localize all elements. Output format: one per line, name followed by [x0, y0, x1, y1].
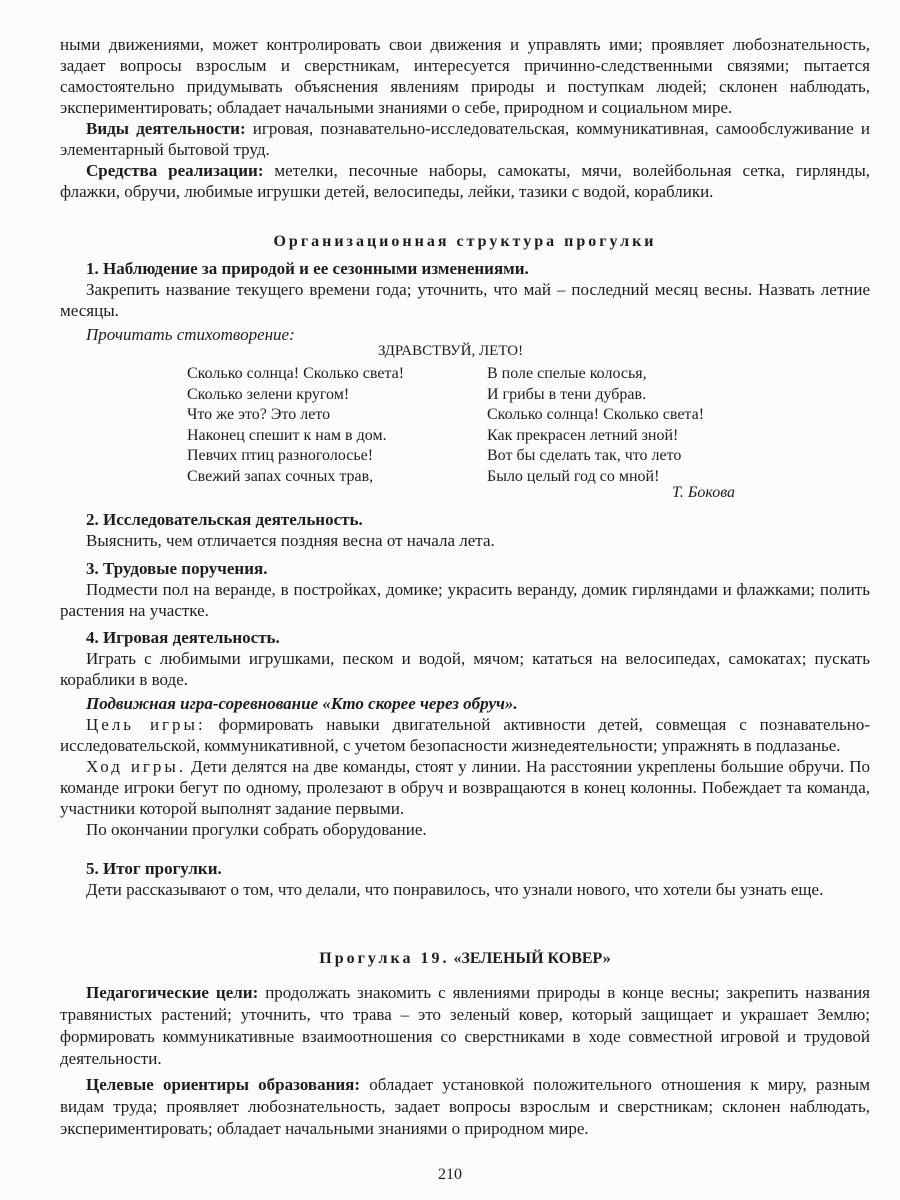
means-label: Средства реализации:	[86, 161, 264, 180]
section-5	[60, 858, 870, 900]
walk-19-body	[60, 982, 870, 1140]
section-1-text: Закрепить название текущего времени года; уточнить, что май – последний месяц весны. Назвать летние месяцы.	[60, 280, 870, 320]
section-3-title: 3. Трудовые поручения.	[86, 559, 268, 578]
game-goal-text: формировать навыки двигательной активности детей, совмещая с познавательно-исследовательской, коммуникативной, с учетом безопасности жизнедеятельности; упражнять в подлазанье.	[60, 715, 870, 755]
game-goal-label: Цель игры:	[86, 715, 206, 734]
poem-line: Сколько зелени кругом!	[187, 385, 350, 403]
target-guidelines-text: обладает установкой положительного отношения к миру, разным видам труда; проявляет любознательность, задает вопросы взрослым и сверстникам; склонен наблюдать, экспериментировать; обладает начальными знаниями о природном мире.	[60, 1075, 870, 1138]
game-course	[60, 756, 870, 819]
poem-line: В поле спелые колосья,	[487, 365, 647, 382]
poem-line: Вот бы сделать так, что лето	[487, 447, 682, 464]
poem-right-column	[487, 364, 704, 487]
means-text: метелки, песочные наборы, самокаты, мячи, волейбольная сетка, гирлянды, флажки, обручи, любимые игрушки детей, велосипеды, лейки, тазики с водой, кораблики.	[60, 161, 870, 201]
poem-line: Наконец спешит к нам в дом.	[187, 426, 387, 444]
section-2	[60, 509, 870, 551]
section-3-text: Подмести пол на веранде, в постройках, домике; украсить веранду, домик гирляндами и флажками; полить растения на участке.	[60, 580, 870, 620]
section-4-title: 4. Игровая деятельность.	[86, 628, 280, 647]
intro-block	[60, 34, 870, 202]
end-of-walk-text: По окончании прогулки собрать оборудование.	[86, 820, 427, 839]
poem-line: Как прекрасен летний зной!	[487, 426, 679, 444]
page-number: 210	[438, 1166, 462, 1183]
pedagogical-goals	[60, 982, 870, 1070]
activities-text: игровая, познавательно-исследовательская, коммуникативная, самообслуживание и элементарный бытовой труд.	[60, 119, 870, 159]
pedagogical-goals-label: Педагогические цели:	[86, 983, 259, 1002]
poem-author: Т. Бокова	[672, 484, 736, 501]
pedagogical-goals-text: продолжать знакомить с явлениями природы в конце весны; закрепить названия травянистых растений; уточнить, что трава – это зеленый ковер, который защищает и украшает Землю; формировать коммуникативные взаимоотношения со сверстниками в ходе совместной игровой и трудовой деятельности.	[60, 983, 870, 1068]
walk-19-prefix: Прогулка 19.	[319, 950, 450, 967]
poem-line: Было целый год со мной!	[487, 467, 660, 485]
target-guidelines	[60, 1074, 870, 1140]
read-poem-label: Прочитать стихотворение:	[86, 325, 295, 344]
poem-line: Сколько солнца! Сколько света!	[187, 365, 405, 382]
game-course-text: Дети делятся на две команды, стоят у линии. На расстоянии укреплены большие обручи. По команде игроки бегут по одному, пролезают в обруч и возвращаются в конец колонны. Побеждает та команда, участники которой выполнят задание первыми.	[60, 757, 871, 818]
walk-19-heading	[60, 948, 870, 969]
section-2-text: Выяснить, чем отличается поздняя весна от начала лета.	[86, 531, 495, 550]
activities-label: Виды деятельности:	[86, 119, 246, 138]
section-5-title: 5. Итог прогулки.	[86, 859, 222, 878]
game-course-label: Ход игры.	[86, 757, 187, 776]
game-title: Подвижная игра-соревнование «Кто скорее через обруч».	[86, 694, 518, 713]
section-1-title: 1. Наблюдение за природой и ее сезонными изменениями.	[86, 259, 529, 278]
section-4	[60, 627, 870, 840]
poem-line: И грибы в тени дубрав.	[487, 385, 647, 403]
poem-line: Сколько солнца! Сколько света!	[487, 406, 705, 423]
poem-line: Свежий запах сочных трав,	[187, 467, 374, 485]
section-5-text: Дети рассказывают о том, что делали, что понравилось, что узнали нового, что хотели бы узнать еще.	[86, 880, 824, 899]
target-guidelines-label: Целевые ориентиры образования:	[86, 1075, 361, 1094]
means-paragraph	[60, 160, 870, 202]
poem-left-column	[187, 364, 404, 487]
section-2-title: 2. Исследовательская деятельность.	[86, 510, 363, 529]
section-3	[60, 558, 870, 621]
poem-line: Что же это? Это лето	[187, 406, 331, 423]
section-1	[60, 258, 870, 345]
poem-title: ЗДРАВСТВУЙ, ЛЕТО!	[378, 343, 524, 359]
activities-paragraph	[60, 118, 870, 160]
section-4-text: Играть с любимыми игрушками, песком и водой, мячом; кататься на велосипедах, самокатах; пускать кораблики в воде.	[60, 649, 870, 689]
structure-heading: Организационная структура прогулки	[273, 233, 657, 250]
poem-line: Певчих птиц разноголосье!	[187, 447, 374, 464]
walk-19-title: «ЗЕЛЕНЫЙ КОВЕР»	[449, 950, 611, 967]
game-goal	[60, 714, 870, 756]
intro-paragraph: ными движениями, может контролировать свои движения и управлять ими; проявляет любознательность, задает вопросы взрослым и сверстникам, интересуется причинно-следственными связями; пытается самостоятельно придумывать объяснения явлениям природы и поступкам людей; склонен наблюдать, экспериментировать; обладает начальными знаниями о себе, природном и социальном мире.	[60, 35, 870, 117]
